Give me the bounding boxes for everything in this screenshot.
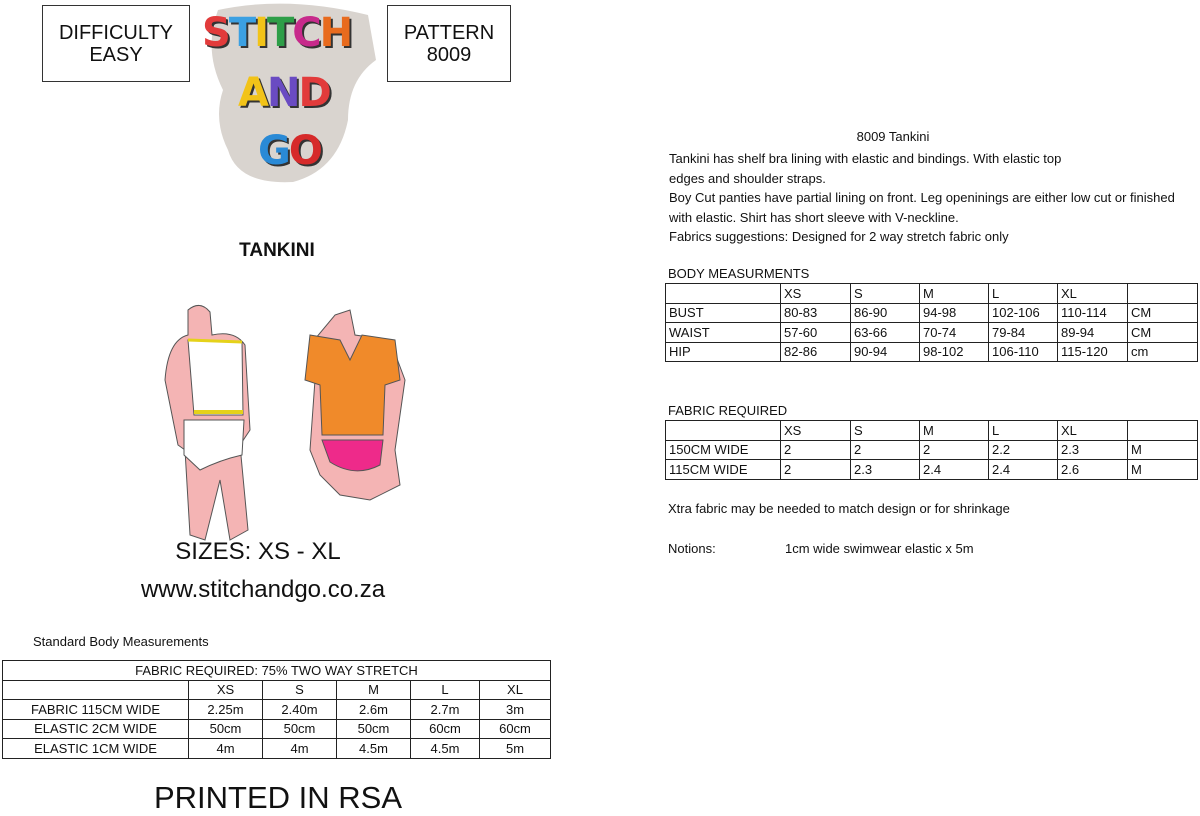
cell: ELASTIC 2CM WIDE — [3, 719, 189, 739]
header-cell: M — [920, 421, 989, 441]
tankini-front-figure — [165, 305, 250, 540]
cell: 110-114 — [1058, 303, 1128, 323]
extra-fabric-note: Xtra fabric may be needed to match design or for shrinkage — [668, 501, 1010, 516]
cell: 50cm — [263, 719, 337, 739]
description-line: Fabrics suggestions: Designed for 2 way stretch fabric only — [669, 229, 1009, 244]
header-cell: S — [851, 284, 920, 304]
difficulty-label: DIFFICULTY — [58, 21, 174, 44]
cell: 5m — [480, 739, 551, 759]
header-cell: M — [337, 680, 411, 700]
fabric-required-table — [665, 420, 1198, 480]
cell: 106-110 — [989, 342, 1058, 362]
cell: 70-74 — [920, 323, 989, 343]
cell: 115CM WIDE — [666, 460, 781, 480]
garment-illustration — [150, 300, 420, 555]
table-header-row — [3, 680, 551, 700]
description-line: Boy Cut panties have partial lining on front. Leg openinings are either low cut or finished — [669, 190, 1175, 205]
table-title: FABRIC REQUIRED: 75% TWO WAY STRETCH — [3, 661, 551, 681]
cell: 150CM WIDE — [666, 440, 781, 460]
header-cell: M — [920, 284, 989, 304]
cell: WAIST — [666, 323, 781, 343]
website-link[interactable]: www.stitchandgo.co.za — [140, 576, 386, 603]
pattern-box — [387, 5, 511, 82]
difficulty-value: EASY — [89, 43, 143, 66]
cell: 2.3 — [851, 460, 920, 480]
cell: HIP — [666, 342, 781, 362]
notions-value: 1cm wide swimwear elastic x 5m — [785, 541, 974, 556]
cell: 82-86 — [781, 342, 851, 362]
cell: 79-84 — [989, 323, 1058, 343]
table-header-row — [666, 421, 1198, 441]
description-line: Tankini has shelf bra lining with elastic and bindings. With elastic top — [669, 151, 1062, 166]
cell: 3m — [480, 700, 551, 720]
cell: 60cm — [480, 719, 551, 739]
table-row — [666, 303, 1198, 323]
body-measurements-caption: BODY MEASURMENTS — [668, 266, 810, 281]
header-cell — [666, 421, 781, 441]
header-cell: XS — [781, 421, 851, 441]
header-cell: S — [851, 421, 920, 441]
table-row — [666, 342, 1198, 362]
header-cell: S — [263, 680, 337, 700]
description-line: with elastic. Shirt has short sleeve with V-neckline. — [669, 209, 959, 225]
cell: 102-106 — [989, 303, 1058, 323]
header-cell: L — [989, 284, 1058, 304]
description-text — [669, 149, 1175, 247]
cell: 2.4 — [920, 460, 989, 480]
cell: 4m — [189, 739, 263, 759]
sizes-range: SIZES: XS - XL — [175, 538, 341, 565]
cell: CM — [1128, 323, 1198, 343]
cell: 98-102 — [920, 342, 989, 362]
cell: 2.3 — [1058, 440, 1128, 460]
cell: 80-83 — [781, 303, 851, 323]
cell: 90-94 — [851, 342, 920, 362]
cell: FABRIC 115CM WIDE — [3, 700, 189, 720]
standard-caption: Standard Body Measurements — [33, 634, 209, 649]
cell: cm — [1128, 342, 1198, 362]
cell: 4.5m — [411, 739, 480, 759]
header-cell: XS — [189, 680, 263, 700]
cell: 89-94 — [1058, 323, 1128, 343]
pattern-title: TANKINI — [239, 240, 315, 261]
table-row — [3, 700, 551, 720]
cell: 63-66 — [851, 323, 920, 343]
header-cell — [1128, 421, 1198, 441]
stitch-and-go-logo: STITCH AND GO — [198, 0, 380, 185]
cell: 2.25m — [189, 700, 263, 720]
cell: 94-98 — [920, 303, 989, 323]
cell: 50cm — [189, 719, 263, 739]
cell: 86-90 — [851, 303, 920, 323]
cell: 50cm — [337, 719, 411, 739]
table-row — [3, 739, 551, 759]
cell: BUST — [666, 303, 781, 323]
cell: 60cm — [411, 719, 480, 739]
header-cell: L — [411, 680, 480, 700]
difficulty-box — [42, 5, 190, 82]
cell: 115-120 — [1058, 342, 1128, 362]
cell: 4.5m — [337, 739, 411, 759]
table-row — [3, 719, 551, 739]
notions-label: Notions: — [668, 541, 716, 556]
cell: 2 — [781, 440, 851, 460]
cell: 2.7m — [411, 700, 480, 720]
fabric-required-caption: FABRIC REQUIRED — [668, 403, 788, 418]
cell: ELASTIC 1CM WIDE — [3, 739, 189, 759]
cell: 57-60 — [781, 323, 851, 343]
header-cell: L — [989, 421, 1058, 441]
header-cell — [666, 284, 781, 304]
table-row — [666, 440, 1198, 460]
table-row — [666, 323, 1198, 343]
cell: 2.6 — [1058, 460, 1128, 480]
header-cell: XL — [480, 680, 551, 700]
cell: 2 — [920, 440, 989, 460]
header-cell: XS — [781, 284, 851, 304]
pattern-label: PATTERN — [403, 21, 495, 44]
fabric-stretch-table — [2, 660, 551, 759]
cell: 4m — [263, 739, 337, 759]
cell: 2.6m — [337, 700, 411, 720]
body-measurements-table — [665, 283, 1198, 362]
cell: 2.2 — [989, 440, 1058, 460]
cell: CM — [1128, 303, 1198, 323]
header-cell: XL — [1058, 421, 1128, 441]
cell: 2.4 — [989, 460, 1058, 480]
cell: 2 — [851, 440, 920, 460]
cell: 2 — [781, 460, 851, 480]
table-row — [666, 460, 1198, 480]
cell: M — [1128, 460, 1198, 480]
pattern-number: 8009 — [426, 43, 472, 66]
tankini-back-figure — [305, 310, 405, 500]
table-header-row — [666, 284, 1198, 304]
header-cell — [1128, 284, 1198, 304]
cell: 2.40m — [263, 700, 337, 720]
description-title: 8009 Tankini — [856, 129, 930, 144]
header-cell — [3, 680, 189, 700]
printed-in-label: PRINTED IN RSA — [153, 780, 403, 815]
cell: M — [1128, 440, 1198, 460]
header-cell: XL — [1058, 284, 1128, 304]
description-line: edges and shoulder straps. — [669, 170, 826, 186]
